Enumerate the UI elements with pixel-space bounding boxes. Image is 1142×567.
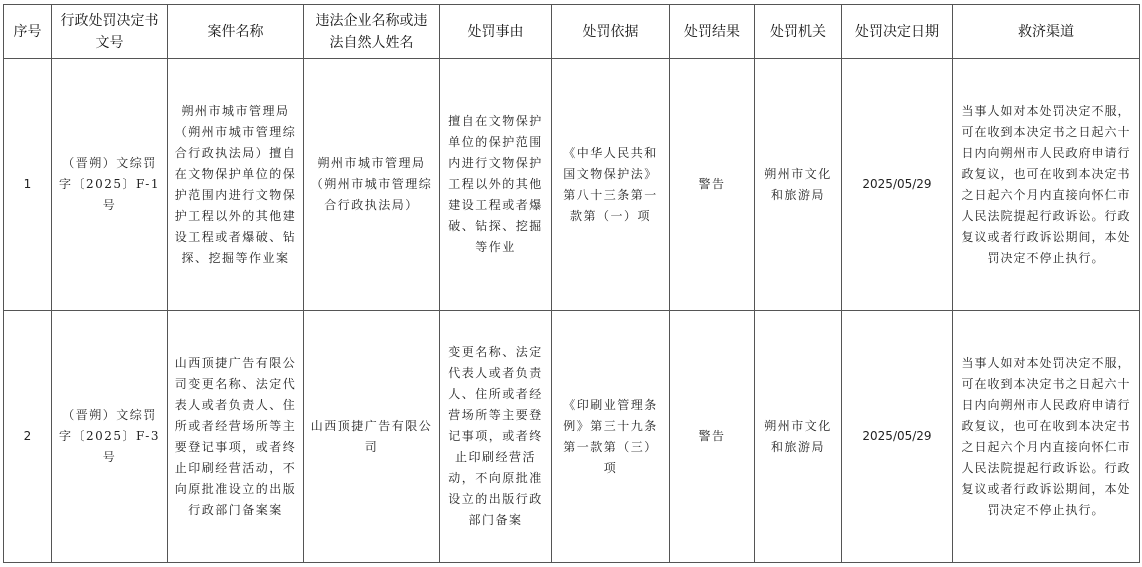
cell-case-name: 山西顶捷广告有限公司变更名称、法定代表人或者负责人、住所或者经营场所等主要登记事项，或者终止印刷经营活动，不向原批准设立的出版行政部门备案案 [168,311,304,563]
header-reason: 处罚事由 [440,5,552,59]
header-date: 处罚决定日期 [842,5,953,59]
cell-authority: 朔州市文化和旅游局 [755,59,842,311]
header-row [4,5,1140,59]
cell-party: 山西顶捷广告有限公司 [304,311,440,563]
cell-reason: 变更名称、法定代表人或者负责人、住所或者经营场所等主要登记事项，或者终止印刷经营活动，不向原批准设立的出版行政部门备案 [440,311,552,563]
table-row [4,311,1140,563]
header-case-name: 案件名称 [168,5,304,59]
cell-result: 警告 [670,311,755,563]
cell-no: 2 [4,311,52,563]
header-basis: 处罚依据 [552,5,670,59]
cell-doc-no: （晋朔）文综罚字〔2025〕F-3号 [52,311,168,563]
penalty-table [3,4,1140,563]
header-authority: 处罚机关 [755,5,842,59]
cell-date: 2025/05/29 [842,311,953,563]
cell-case-name: 朔州市城市管理局（朔州市城市管理综合行政执法局）擅自在文物保护单位的保护范围内进行文物保护工程以外的其他建设工程或者爆破、钻探、挖掘等作业案 [168,59,304,311]
cell-party: 朔州市城市管理局（朔州市城市管理综合行政执法局） [304,59,440,311]
cell-doc-no: （晋朔）文综罚字〔2025〕F-1号 [52,59,168,311]
header-remedy: 救济渠道 [953,5,1140,59]
cell-reason: 擅自在文物保护单位的保护范围内进行文物保护工程以外的其他建设工程或者爆破、钻探、挖掘等作业 [440,59,552,311]
cell-result: 警告 [670,59,755,311]
cell-remedy: 当事人如对本处罚决定不服，可在收到本决定书之日起六十日内向朔州市人民政府申请行政复议，也可在收到本决定书之日起六个月内直接向怀仁市人民法院提起行政诉讼。行政复议或者行政诉讼期间，本处罚决定不停止执行。 [953,311,1140,563]
cell-date: 2025/05/29 [842,59,953,311]
header-doc-no: 行政处罚决定书文号 [52,5,168,59]
header-no: 序号 [4,5,52,59]
cell-remedy: 当事人如对本处罚决定不服，可在收到本决定书之日起六十日内向朔州市人民政府申请行政复议，也可在收到本决定书之日起六个月内直接向怀仁市人民法院提起行政诉讼。行政复议或者行政诉讼期间，本处罚决定不停止执行。 [953,59,1140,311]
table-row [4,59,1140,311]
header-party: 违法企业名称或违法自然人姓名 [304,5,440,59]
cell-no: 1 [4,59,52,311]
cell-authority: 朔州市文化和旅游局 [755,311,842,563]
header-result: 处罚结果 [670,5,755,59]
cell-basis: 《中华人民共和国文物保护法》第八十三条第一款第（一）项 [552,59,670,311]
cell-basis: 《印刷业管理条例》第三十九条第一款第（三）项 [552,311,670,563]
